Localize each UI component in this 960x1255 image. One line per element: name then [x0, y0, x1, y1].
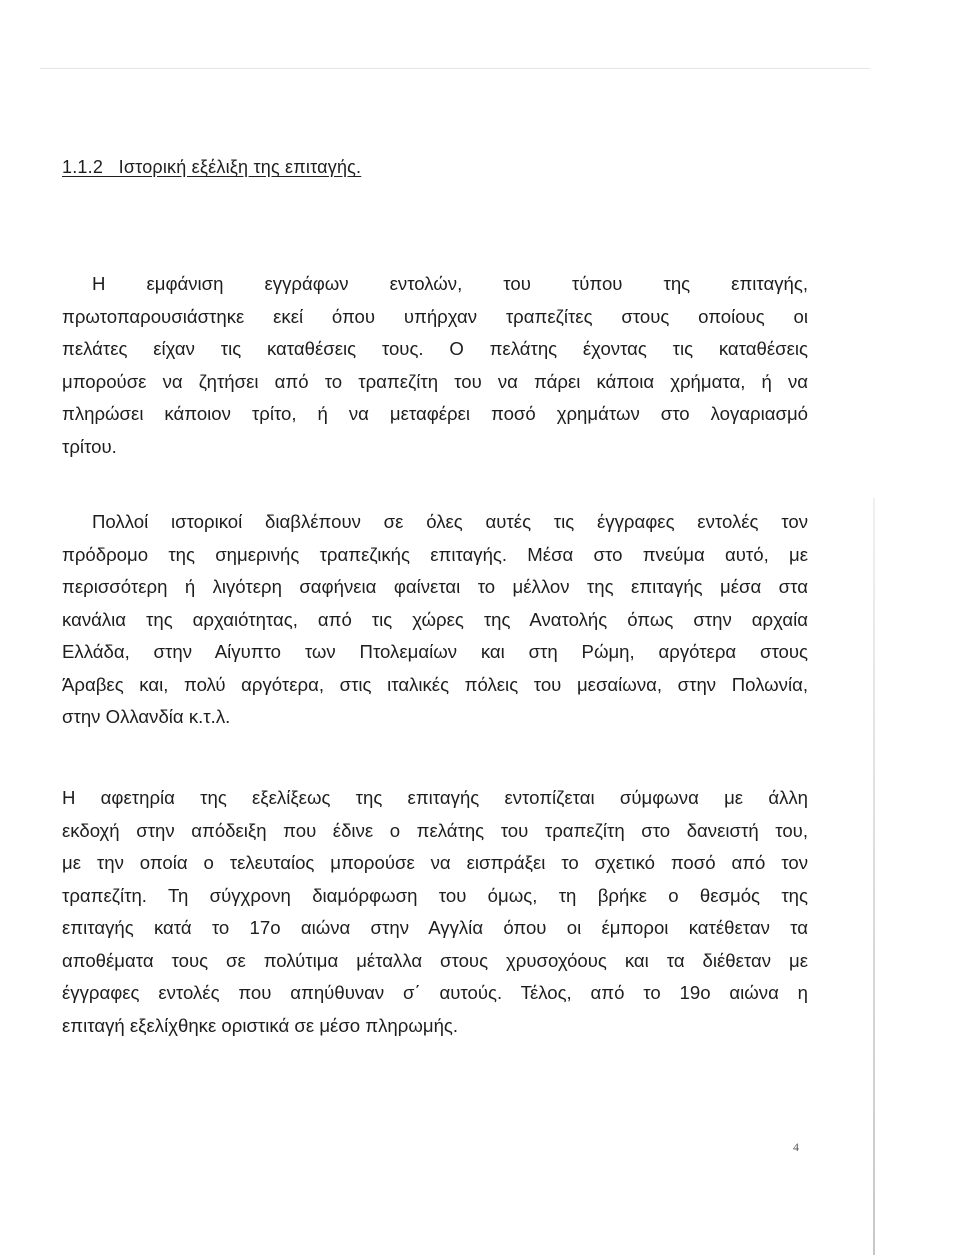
scan-artifact-top-line	[40, 68, 870, 69]
text-line: πληρώσει κάποιον τρίτο, ή να μεταφέρει ποσό χρημάτων στο λογαριασμό	[62, 403, 808, 424]
page-number: 4	[793, 1140, 799, 1154]
text-line: Ελλάδα, στην Αίγυπτο των Πτολεμαίων και στη Ρώμη, αργότερα στους	[62, 641, 808, 662]
text-line: αποθέματα τους σε πολύτιμα μέταλλα στους χρυσοχόους και τα διέθεταν με	[62, 949, 808, 971]
text-line: πρόδρομο της σημερινής τραπεζικής επιταγής. Μέσα στο πνεύμα αυτό, με	[62, 543, 808, 565]
text-line: έγγραφες εντολές που απηύθυναν σ΄ αυτούς. Τέλος, από το 19ο αιώνα η	[62, 982, 808, 1003]
text-line: Η αφετηρία της εξελίξεως της επιταγής εντοπίζεται σύμφωνα με άλλη	[62, 787, 808, 808]
paragraph-2	[62, 506, 808, 734]
text-line: περισσότερη ή λιγότερη σαφήνεια φαίνεται το μέλλον της επιταγής μέσα στα	[62, 576, 808, 597]
text-line: Η εμφάνιση εγγράφων εντολών, του τύπου της επιταγής,	[92, 273, 808, 294]
paragraph-1	[62, 268, 808, 463]
section-heading: 1.1.2 Ιστορική εξέλιξη της επιταγής.	[62, 157, 362, 177]
scan-artifact-right-edge	[873, 498, 875, 1255]
text-line: τρίτου.	[62, 435, 117, 457]
text-line: επιταγή εξελίχθηκε οριστικά σε μέσο πληρωμής.	[62, 1014, 459, 1036]
text-line: πελάτες είχαν τις καταθέσεις τους. Ο πελάτης έχοντας τις καταθέσεις	[62, 338, 808, 359]
text-line: τραπεζίτη. Τη σύγχρονη διαμόρφωση του όμως, τη βρήκε ο θεσμός της	[62, 884, 808, 906]
text-line: μπορούσε να ζητήσει από το τραπεζίτη του να πάρει κάποια χρήματα, ή να	[62, 370, 808, 392]
text-line: Πολλοί ιστορικοί διαβλέπουν σε όλες αυτές τις έγγραφες εντολές τον	[92, 511, 808, 532]
text-line: εκδοχή στην απόδειξη που έδινε ο πελάτης του τραπεζίτη στο δανειστή του,	[62, 819, 808, 841]
text-line: επιταγής κατά το 17ο αιώνα στην Αγγλία όπου οι έμποροι κατέθεταν τα	[62, 917, 808, 938]
text-line: κανάλια της αρχαιότητας, από τις χώρες της Ανατολής όπως στην αρχαία	[62, 608, 808, 630]
text-line: με την οποία ο τελευταίος μπορούσε να εισπράξει το σχετικό ποσό από τον	[62, 852, 808, 873]
text-line: Άραβες και, πολύ αργότερα, στις ιταλικές πόλεις του μεσαίωνα, στην Πολωνία,	[62, 673, 808, 695]
text-line: πρωτοπαρουσιάστηκε εκεί όπου υπήρχαν τραπεζίτες στους οποίους οι	[62, 305, 808, 327]
paragraph-3	[62, 782, 808, 1042]
text-line: στην Ολλανδία κ.τ.λ.	[62, 706, 231, 727]
